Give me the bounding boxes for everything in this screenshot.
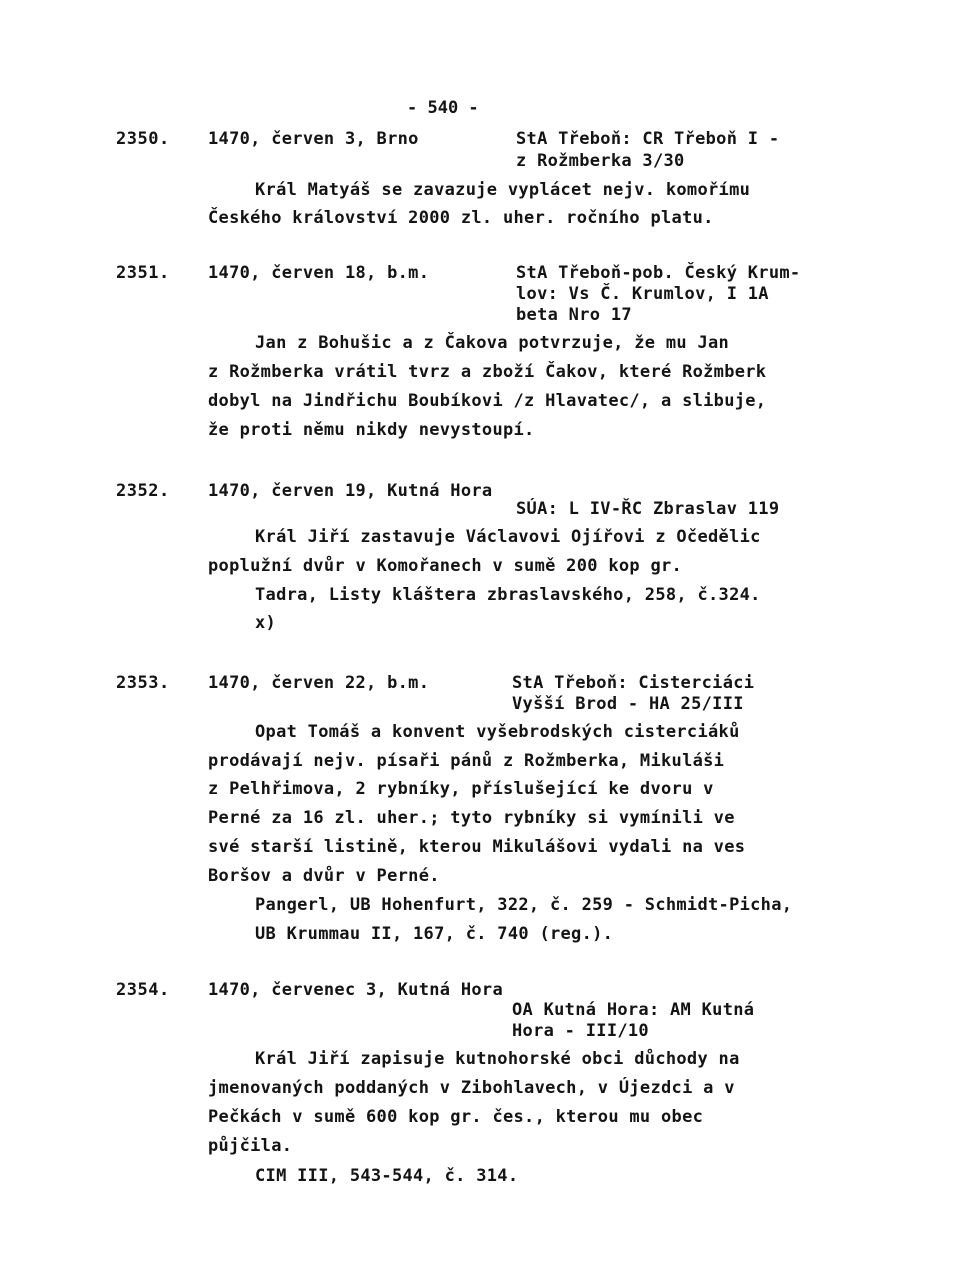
entry-date: 1470, červen 22, b.m.: [208, 673, 430, 693]
text-line: Pečkách v sumě 600 kop gr. čes., kterou mu obec: [208, 1107, 704, 1127]
reference-line: UB Krummau II, 167, č. 740 (reg.).: [255, 924, 614, 944]
archive-line: OA Kutná Hora: AM Kutná: [512, 1000, 755, 1020]
text-line: dobyl na Jindřichu Boubíkovi /z Hlavatec/, a slibuje,: [208, 391, 767, 411]
text-line: prodávají nejv. písaři pánů z Rožmberka, Mikuláši: [208, 751, 725, 771]
text-line: Král Matyáš se zavazuje vyplácet nejv. komořímu: [255, 180, 751, 200]
reference-line: Tadra, Listy kláštera zbraslavského, 258, č.324.: [255, 585, 761, 605]
text-line: že proti němu nikdy nevystoupí.: [208, 420, 535, 440]
entry-number: 2351.: [116, 263, 170, 283]
entry-number: 2353.: [116, 673, 170, 693]
text-line: z Rožmberka vrátil tvrz a zboží Čakov, které Rožmberk: [208, 362, 767, 382]
archive-line: StA Třeboň-pob. Český Krum-: [516, 263, 801, 283]
archive-line: lov: Vs Č. Krumlov, I 1A: [516, 284, 769, 304]
reference-line: Pangerl, UB Hohenfurt, 322, č. 259 - Schmidt-Picha,: [255, 895, 793, 915]
archive-line: Hora - III/10: [512, 1021, 649, 1041]
text-line: Král Jiří zapisuje kutnohorské obci důchody na: [255, 1049, 740, 1069]
archive-line: StA Třeboň: Cisterciáci: [512, 673, 755, 693]
page-number: - 540 -: [407, 98, 479, 118]
entry-date: 1470, červen 18, b.m.: [208, 263, 430, 283]
text-line: své starší listině, kterou Mikulášovi vydali na ves: [208, 837, 746, 857]
archive-line: z Rožmberka 3/30: [516, 151, 685, 171]
archive-line: StA Třeboň: CR Třeboň I -: [516, 129, 780, 149]
text-line: Perné za 16 zl. uher.; tyto rybníky si vymínili ve: [208, 808, 735, 828]
entry-number: 2352.: [116, 481, 170, 501]
entry-date: 1470, červen 19, Kutná Hora: [208, 481, 493, 501]
reference-line: CIM III, 543-544, č. 314.: [255, 1166, 519, 1186]
text-line: půjčila.: [208, 1136, 293, 1156]
entry-number: 2350.: [116, 129, 170, 149]
archive-line: beta Nro 17: [516, 305, 632, 325]
text-line: poplužní dvůr v Komořanech v sumě 200 kop gr.: [208, 556, 683, 576]
archive-line: SÚA: L IV-ŘC Zbraslav 119: [516, 499, 780, 519]
text-line: Král Jiří zastavuje Václavovi Ojířovi z Očedělic: [255, 527, 761, 547]
entry-date: 1470, červen 3, Brno: [208, 129, 419, 149]
text-line: Českého království 2000 zl. uher. ročního platu.: [208, 208, 714, 228]
entry-number: 2354.: [116, 980, 170, 1000]
text-line: Jan z Bohušic a z Čakova potvrzuje, že mu Jan: [255, 333, 730, 353]
entry-date: 1470, červenec 3, Kutná Hora: [208, 980, 503, 1000]
text-line: jmenovaných poddaných v Zibohlavech, v Újezdci a v: [208, 1078, 735, 1098]
reference-line: x): [255, 613, 277, 633]
archive-line: Vyšší Brod - HA 25/III: [512, 694, 744, 714]
text-line: Boršov a dvůr v Perné.: [208, 866, 440, 886]
text-line: z Pelhřimova, 2 rybníky, příslušející ke dvoru v: [208, 779, 714, 799]
text-line: Opat Tomáš a konvent vyšebrodských cisterciáků: [255, 722, 740, 742]
